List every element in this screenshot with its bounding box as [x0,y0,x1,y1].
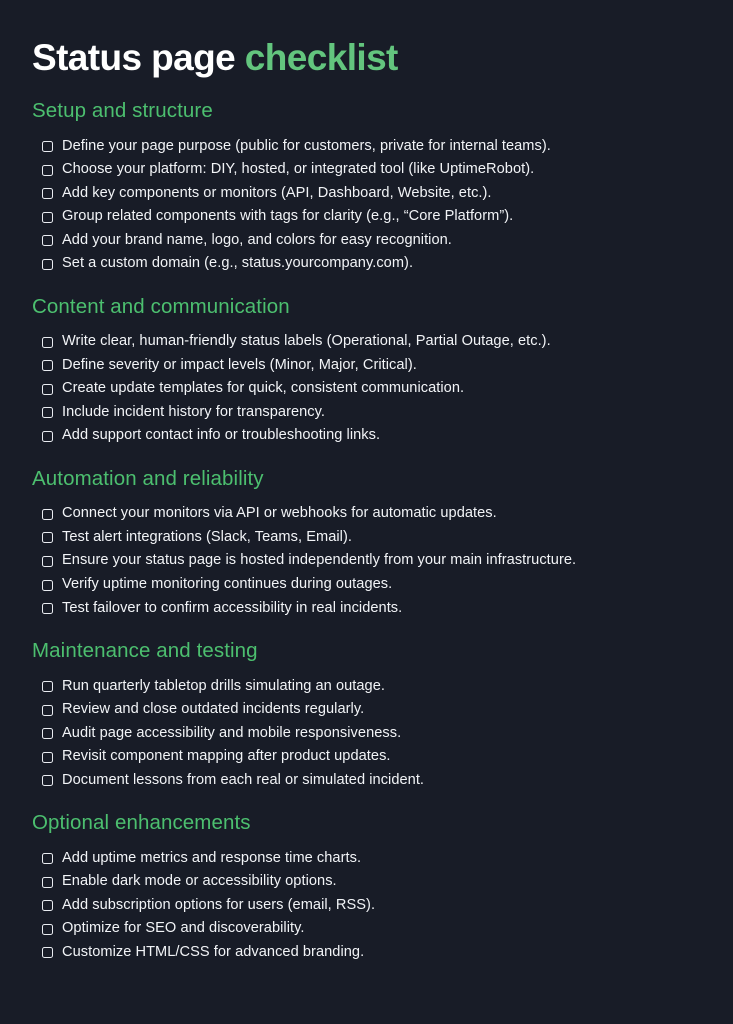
section-item-list [32,678,701,790]
checkbox-icon[interactable] [42,705,53,716]
checklist-item[interactable] [32,380,701,397]
checkbox-icon[interactable] [42,509,53,520]
checkbox-icon[interactable] [42,877,53,888]
checkbox-icon[interactable] [42,407,53,418]
checklist-item[interactable] [32,725,701,742]
checkbox-icon[interactable] [42,337,53,348]
section-heading: Content and communication [32,294,290,318]
checkbox-icon[interactable] [42,853,53,864]
checklist-item-label: Group related components with tags for clarity (e.g., “Core Platform”). [62,208,514,225]
checklist-item-label: Test failover to confirm accessibility in real incidents. [62,599,403,616]
page-title-primary: Status page [32,37,245,78]
checklist-item[interactable] [32,897,701,914]
checklist-item[interactable] [32,404,701,421]
checkbox-icon[interactable] [42,752,53,763]
checklist-item-label: Ensure your status page is hosted independently from your main infrastructure. [62,552,577,569]
checklist-item-label: Add uptime metrics and response time charts. [62,849,362,866]
checklist-item[interactable] [32,576,701,593]
checklist-item[interactable] [32,208,701,225]
checklist-item-label: Document lessons from each real or simulated incident. [62,771,425,788]
checkbox-icon[interactable] [42,360,53,371]
checkbox-icon[interactable] [42,188,53,199]
checkbox-icon[interactable] [42,900,53,911]
checklist-item[interactable] [32,232,701,249]
checklist-item-label: Write clear, human-friendly status labels (Operational, Partial Outage, etc.). [62,333,551,350]
page-title-accent: checklist [244,37,398,78]
checkbox-icon[interactable] [42,603,53,614]
checklist-item[interactable] [32,678,701,695]
checkbox-icon[interactable] [42,532,53,543]
checkbox-icon[interactable] [42,728,53,739]
checkbox-icon[interactable] [42,259,53,270]
checklist-item[interactable] [32,529,701,546]
checklist-item[interactable] [32,600,701,617]
checklist-section-optional-enhancements [32,811,701,961]
section-item-list [32,505,701,617]
section-item-list [32,333,701,445]
checklist-item[interactable] [32,748,701,765]
section-heading: Setup and structure [32,98,213,122]
checklist-item[interactable] [32,357,701,374]
checklist-item[interactable] [32,505,701,522]
checklist-item-label: Optimize for SEO and discoverability. [62,920,305,937]
page-title [32,34,701,78]
checklist-item[interactable] [32,873,701,890]
checklist-section-setup-and-structure [32,99,701,273]
checkbox-icon[interactable] [42,384,53,395]
checklist-item[interactable] [32,138,701,155]
checkbox-icon[interactable] [42,947,53,958]
checkbox-icon[interactable] [42,235,53,246]
checklist-item-label: Choose your platform: DIY, hosted, or integrated tool (like UptimeRobot). [62,161,535,178]
checklist-item-label: Review and close outdated incidents regularly. [62,701,365,718]
section-item-list [32,850,701,962]
checklist-item-label: Add your brand name, logo, and colors for easy recognition. [62,231,452,248]
checkbox-icon[interactable] [42,431,53,442]
checklist-section-maintenance-and-testing [32,639,701,789]
checklist-item[interactable] [32,944,701,961]
checkbox-icon[interactable] [42,681,53,692]
checklist-item[interactable] [32,333,701,350]
checkbox-icon[interactable] [42,556,53,567]
checklist-item-label: Set a custom domain (e.g., status.yourcompany.com). [62,255,414,272]
checklist-section-content-and-communication [32,295,701,445]
checklist-item-label: Audit page accessibility and mobile responsiveness. [62,724,402,741]
section-heading: Optional enhancements [32,811,251,835]
checklist-item-label: Revisit component mapping after product updates. [62,748,391,765]
checklist-item-label: Enable dark mode or accessibility options. [62,873,337,890]
checkbox-icon[interactable] [42,141,53,152]
checklist-item[interactable] [32,185,701,202]
checklist-item-label: Create update templates for quick, consistent communication. [62,380,465,397]
checklist-item[interactable] [32,552,701,569]
checklist-item-label: Define severity or impact levels (Minor, Major, Critical). [62,356,417,373]
checkbox-icon[interactable] [42,212,53,223]
checklist-item-label: Add subscription options for users (email, RSS). [62,896,376,913]
checklist-item-label: Add key components or monitors (API, Dashboard, Website, etc.). [62,184,492,201]
checklist-item[interactable] [32,427,701,444]
section-heading: Maintenance and testing [32,638,258,662]
checklist-item[interactable] [32,701,701,718]
checklist-item-label: Test alert integrations (Slack, Teams, Email). [62,528,352,545]
checkbox-icon[interactable] [42,775,53,786]
checkbox-icon[interactable] [42,165,53,176]
checklist-item-label: Include incident history for transparency. [62,403,326,420]
checklist-item[interactable] [32,161,701,178]
checklist-item-label: Add support contact info or troubleshooting links. [62,427,381,444]
checklist-item[interactable] [32,772,701,789]
checklist-item[interactable] [32,850,701,867]
section-heading: Automation and reliability [32,466,264,490]
checklist-item-label: Run quarterly tabletop drills simulating an outage. [62,677,385,694]
checklist-item[interactable] [32,255,701,272]
checkbox-icon[interactable] [42,580,53,591]
checklist-item[interactable] [32,920,701,937]
checkbox-icon[interactable] [42,924,53,935]
checklist-item-label: Verify uptime monitoring continues during outages. [62,576,393,593]
checklist-sections [32,99,701,961]
section-item-list [32,138,701,273]
checklist-item-label: Customize HTML/CSS for advanced branding. [62,943,365,960]
checklist-section-automation-and-reliability [32,467,701,617]
checklist-item-label: Define your page purpose (public for customers, private for internal teams). [62,137,551,154]
checklist-item-label: Connect your monitors via API or webhooks for automatic updates. [62,505,497,522]
